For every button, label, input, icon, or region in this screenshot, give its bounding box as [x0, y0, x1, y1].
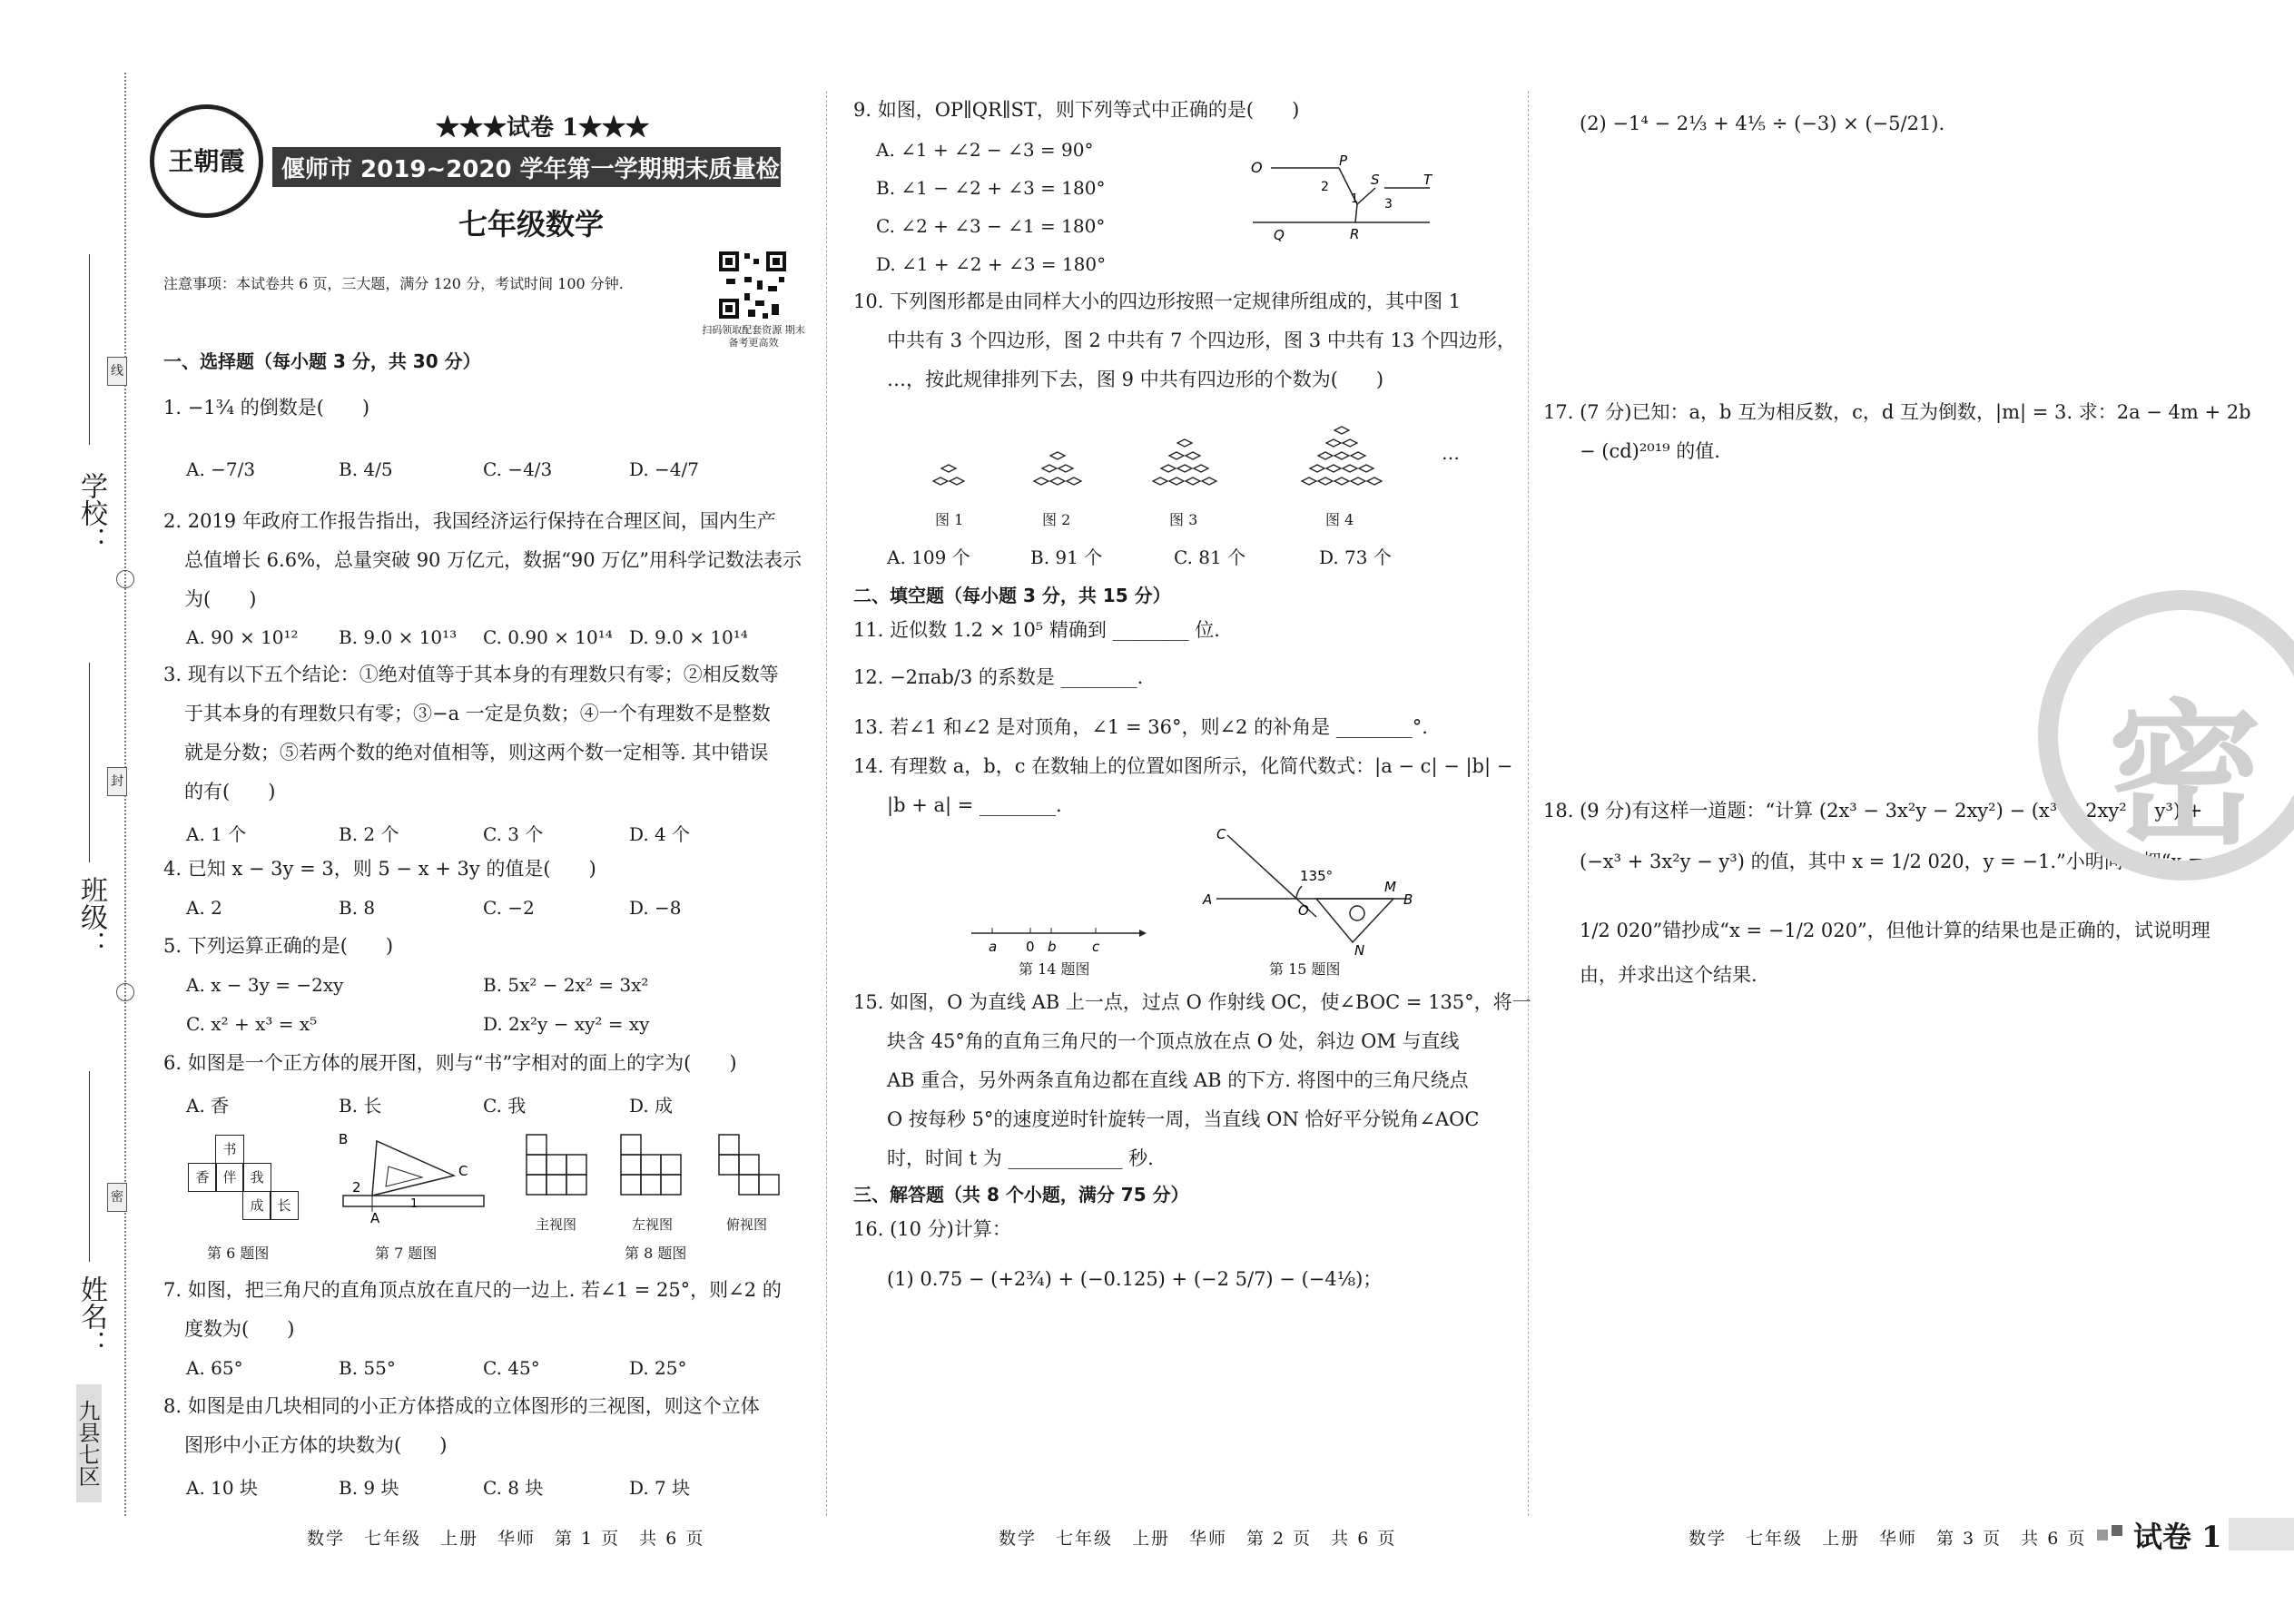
q8-option[interactable]: D. 7 块: [629, 1477, 691, 1499]
q1-option[interactable]: B. 4/5: [339, 458, 393, 480]
svg-text:P: P: [1339, 153, 1348, 169]
q10-line: 10. 下列图形都是由同样大小的四边形按照一定规律所组成的，其中图 1: [853, 290, 1462, 312]
class-label: 班级：: [75, 876, 107, 958]
svg-text:c: c: [1092, 939, 1100, 955]
binding-hole-icon: [116, 983, 134, 1001]
q16: 16. (10 分)计算：: [853, 1218, 1011, 1240]
q16-part2: (2) −1⁴ − 2⅓ + 4⅕ ÷ (−3) × (−5/21).: [1580, 113, 1945, 134]
q10-line: …，按此规律排列下去，图 9 中共有四边形的个数为( ): [887, 369, 1384, 390]
q9-option[interactable]: C. ∠2 + ∠3 − ∠1 = 180°: [876, 215, 1106, 237]
svg-text:1: 1: [410, 1197, 418, 1211]
quadrilateral-mark: [1153, 477, 1167, 485]
q3-line: 3. 现有以下五个结论：①绝对值等于其本身的有理数只有零；②相反数等: [163, 664, 779, 685]
svg-text:3: 3: [1384, 197, 1393, 212]
q3-option[interactable]: B. 2 个: [339, 823, 399, 845]
decor-square: [2097, 1530, 2108, 1540]
q6-option[interactable]: A. 香: [186, 1095, 230, 1117]
q6-option[interactable]: B. 长: [339, 1095, 382, 1117]
column-divider: [826, 91, 827, 1516]
svg-text:0: 0: [1026, 939, 1035, 955]
decor-square: [2112, 1525, 2122, 1536]
q17-line: 17. (7 分)已知：a，b 互为相反数，c，d 互为倒数，|m| = 3. 求：2a − 4m + 2b: [1543, 401, 2251, 423]
svg-text:R: R: [1350, 226, 1360, 242]
pattern-ellipsis: …: [1442, 442, 1460, 464]
q17-line: − (cd)²⁰¹⁹ 的值.: [1580, 440, 1720, 462]
q2-option[interactable]: A. 90 × 10¹²: [186, 626, 299, 648]
quadrilateral-mark: [1334, 427, 1349, 434]
q1: 1. −1¾ 的倒数是( ): [163, 397, 370, 418]
quadrilateral-mark: [1326, 439, 1341, 447]
quadrilateral-mark: [1310, 465, 1324, 472]
region-tag: 九县七区: [76, 1384, 102, 1502]
net-cell: 成: [242, 1191, 271, 1220]
q10-option[interactable]: C. 81 个: [1174, 546, 1246, 568]
figure-caption: 第 14 题图: [1019, 960, 1090, 978]
angle-triangle-figure: [1189, 826, 1434, 958]
q3-option[interactable]: C. 3 个: [483, 823, 544, 845]
q18-line: 由，并求出这个结果.: [1580, 964, 1757, 986]
view-label: 俯视图: [726, 1216, 768, 1233]
qr-code-icon[interactable]: [717, 250, 788, 320]
q10-line: 中共有 3 个四边形，图 2 中共有 7 个四边形，图 3 中共有 13 个四边形，: [887, 330, 1516, 351]
q2-option[interactable]: D. 9.0 × 10¹⁴: [629, 626, 748, 648]
quadrilateral-mark: [1042, 465, 1057, 472]
quadrilateral-mark: [1334, 477, 1349, 485]
net-cell: 我: [242, 1163, 271, 1192]
quadrilateral-mark: [1351, 477, 1365, 485]
q3-line: 的有( ): [184, 781, 276, 802]
qr-caption: 扫码领取配套资源 期末备考更高效: [702, 324, 805, 349]
net-cell: 香: [188, 1163, 217, 1192]
q7-option[interactable]: B. 55°: [339, 1357, 396, 1379]
quadrilateral-mark: [1326, 465, 1341, 472]
q6-option[interactable]: D. 成: [629, 1095, 674, 1117]
quadrilateral-mark: [1169, 452, 1184, 459]
confidential-stamp: [2038, 590, 2294, 881]
cube-net-figure: [179, 1135, 324, 1235]
q8-option[interactable]: A. 10 块: [186, 1477, 258, 1499]
q9-option[interactable]: A. ∠1 + ∠2 − ∠3 = 90°: [876, 139, 1094, 161]
footer-bar: [2229, 1518, 2294, 1550]
school-label: 学校：: [75, 472, 107, 554]
q4-option[interactable]: C. −2: [483, 897, 535, 919]
q5-option[interactable]: C. x² + x³ = x⁵: [186, 1013, 318, 1035]
q8-line: 8. 如图是由几块相同的小正方体搭成的立体图形的三视图，则这个立体: [163, 1395, 760, 1417]
q3-line: 就是分数；⑤若两个数的绝对值相等，则这两个数一定相等. 其中错误: [184, 742, 769, 763]
svg-text:A: A: [370, 1210, 380, 1225]
figure-caption: 图 3: [1169, 511, 1198, 528]
q6: 6. 如图是一个正方体的展开图，则与“书”字相对的面上的字为( ): [163, 1052, 737, 1074]
q10-option[interactable]: B. 91 个: [1030, 546, 1103, 568]
svg-text:2: 2: [1321, 180, 1329, 194]
q4-option[interactable]: A. 2: [186, 897, 222, 919]
name-blank: [89, 1071, 90, 1262]
q2-line: 2. 2019 年政府工作报告指出，我国经济运行保持在合理区间，国内生产: [163, 510, 776, 532]
q2-line: 总值增长 6.6%，总量突破 90 万亿元，数据“90 万亿”用科学记数法表示: [184, 549, 802, 571]
svg-text:a: a: [989, 939, 998, 955]
q5-option[interactable]: B. 5x² − 2x² = 3x²: [483, 974, 649, 996]
paper-tag-footer: 试卷 1: [2133, 1520, 2222, 1554]
subject-title: 七年级数学: [458, 207, 605, 241]
svg-text:T: T: [1423, 172, 1433, 188]
logo-text: 王朝霞: [168, 146, 245, 176]
q18-line: 18. (9 分)有这样一道题：“计算 (2x³ − 3x²y − 2xy²) − (x³ − 2xy² + y³) +: [1543, 800, 2203, 822]
section-3-title: 三、解答题（共 8 个小题，满分 75 分）: [853, 1184, 1189, 1206]
name-label: 姓名：: [75, 1275, 107, 1357]
svg-text:O: O: [1298, 902, 1309, 919]
school-blank: [89, 254, 90, 445]
q2-option[interactable]: B. 9.0 × 10¹³: [339, 626, 458, 648]
exam-title: 偃师市 2019~2020 学年第一学期期末质量检测试卷: [281, 156, 851, 183]
page-footer: 数学 七年级 上册 华师 第 2 页 共 6 页: [999, 1529, 1397, 1549]
svg-text:b: b: [1048, 939, 1057, 955]
column-divider: [1528, 91, 1529, 1516]
q4: 4. 已知 x − 3y = 3，则 5 − x + 3y 的值是( ): [163, 858, 596, 880]
svg-text:B: B: [339, 1131, 349, 1147]
q5-option[interactable]: D. 2x²y − xy² = xy: [483, 1013, 650, 1035]
q8-option[interactable]: B. 9 块: [339, 1477, 399, 1499]
q4-option[interactable]: D. −8: [629, 897, 682, 919]
paper-tag: ★★★试卷 1★★★: [436, 114, 650, 142]
notice-text: 注意事项：本试卷共 6 页，三大题，满分 120 分，考试时间 100 分钟.: [163, 275, 624, 292]
q7-option[interactable]: D. 25°: [629, 1357, 687, 1379]
q15-line: 块含 45°角的直角三角尺的一个顶点放在点 O 处，斜边 OM 与直线: [887, 1030, 1460, 1052]
quadrilateral-mark: [1034, 477, 1049, 485]
quadrilateral-mark: [950, 477, 964, 485]
svg-text:Q: Q: [1274, 227, 1285, 243]
svg-text:M: M: [1384, 879, 1396, 895]
view-label: 左视图: [632, 1216, 674, 1233]
quadrilateral-mark: [1359, 465, 1373, 472]
figure-caption: 第 7 题图: [375, 1245, 438, 1262]
quadrilateral-mark: [1194, 465, 1208, 472]
q14-line: 14. 有理数 a，b，c 在数轴上的位置如图所示，化简代数式：|a − c| − |b| −: [853, 755, 1513, 777]
q1-option[interactable]: A. −7/3: [186, 458, 256, 480]
quadrilateral-mark: [1186, 452, 1200, 459]
q7-option[interactable]: C. 45°: [483, 1357, 540, 1379]
quadrilateral-mark: [1161, 465, 1176, 472]
seal-mark-line: 线: [107, 357, 127, 386]
quadrilateral-mark: [1186, 477, 1200, 485]
quadrilateral-mark: [1050, 452, 1065, 459]
svg-text:B: B: [1403, 891, 1413, 908]
quadrilateral-mark: [1050, 477, 1065, 485]
quadrilateral-mark: [941, 465, 956, 472]
q9: 9. 如图，OP∥QR∥ST，则下列等式中正确的是( ): [853, 99, 1300, 121]
q8-option[interactable]: C. 8 块: [483, 1477, 544, 1499]
quadrilateral-mark: [1177, 465, 1192, 472]
view-label: 主视图: [536, 1216, 577, 1233]
q4-option[interactable]: B. 8: [339, 897, 376, 919]
q1-option[interactable]: D. −4/7: [629, 458, 699, 480]
q3-line: 于其本身的有理数只有零；③−a 一定是负数；④一个有理数不是整数: [184, 703, 771, 724]
section-2-title: 二、填空题（每小题 3 分，共 15 分）: [853, 585, 1171, 606]
q10-option[interactable]: A. 109 个: [887, 546, 970, 568]
quadrilateral-pattern-figure: [908, 399, 1489, 504]
figure-caption: 图 1: [935, 511, 964, 528]
svg-text:1: 1: [1351, 192, 1359, 206]
svg-text:N: N: [1354, 942, 1365, 958]
seal-mark-mi: 密: [107, 1183, 127, 1212]
quadrilateral-mark: [1343, 465, 1357, 472]
quadrilateral-mark: [1367, 477, 1382, 485]
quadrilateral-mark: [1067, 477, 1081, 485]
q5-option[interactable]: A. x − 3y = −2xy: [186, 974, 344, 996]
net-cell: 长: [270, 1191, 299, 1220]
quadrilateral-mark: [1343, 439, 1357, 447]
q1-option[interactable]: C. −4/3: [483, 458, 553, 480]
quadrilateral-mark: [933, 477, 948, 485]
svg-text:O: O: [1251, 159, 1263, 176]
page-footer: 数学 七年级 上册 华师 第 1 页 共 6 页: [307, 1529, 705, 1549]
svg-text:135°: 135°: [1300, 868, 1334, 884]
q14-line: |b + a| = ________.: [887, 794, 1062, 816]
stamp-char: 密: [2108, 686, 2263, 866]
q16-part1: (1) 0.75 − (+2¾) + (−0.125) + (−2 5/7) − (−4⅛)；: [887, 1268, 1383, 1290]
q6-option[interactable]: C. 我: [483, 1095, 527, 1117]
q15-line: 15. 如图，O 为直线 AB 上一点，过点 O 作射线 OC，使∠BOC = 135°，将一: [853, 991, 1531, 1013]
figure-caption: 图 4: [1325, 511, 1354, 528]
quadrilateral-mark: [1169, 477, 1184, 485]
q7-line: 度数为( ): [184, 1318, 295, 1340]
q18-line: 1/2 020”错抄成“x = −1/2 020”，但他计算的结果也是正确的，试说明理: [1580, 920, 2210, 941]
q7-line: 7. 如图，把三角尺的直角顶点放在直尺的一边上. 若∠1 = 25°，则∠2 的: [163, 1279, 782, 1301]
net-cell: 伴: [215, 1163, 244, 1192]
figure-caption: 第 6 题图: [207, 1245, 270, 1262]
figure-caption: 第 8 题图: [625, 1245, 687, 1262]
section-1-title: 一、选择题（每小题 3 分，共 30 分）: [163, 350, 481, 372]
svg-text:C: C: [458, 1163, 468, 1179]
q9-option[interactable]: B. ∠1 − ∠2 + ∠3 = 180°: [876, 177, 1106, 199]
q13: 13. 若∠1 和∠2 是对顶角，∠1 = 36°，则∠2 的补角是 ________°.: [853, 716, 1428, 738]
svg-text:S: S: [1371, 172, 1380, 188]
q3-option[interactable]: D. 4 个: [629, 823, 691, 845]
page-footer: 数学 七年级 上册 华师 第 3 页 共 6 页: [1689, 1529, 2087, 1549]
svg-text:2: 2: [352, 1179, 361, 1196]
seal-mark-feng: 封: [107, 767, 127, 796]
quadrilateral-mark: [1318, 452, 1333, 459]
q8-line: 图形中小正方体的块数为( ): [184, 1434, 448, 1456]
quadrilateral-mark: [1302, 477, 1316, 485]
quadrilateral-mark: [1202, 477, 1216, 485]
number-line-figure: [967, 917, 1148, 958]
binding-hole-icon: [116, 570, 134, 588]
q15-line: 时，时间 t 为 ____________ 秒.: [887, 1147, 1154, 1169]
q9-option[interactable]: D. ∠1 + ∠2 + ∠3 = 180°: [876, 253, 1107, 275]
svg-text:A: A: [1203, 891, 1213, 908]
quadrilateral-mark: [1058, 465, 1073, 472]
q12: 12. −2πab/3 的系数是 ________.: [853, 666, 1144, 688]
q3-option[interactable]: A. 1 个: [186, 823, 247, 845]
q18-line: (−x³ + 3x²y − y³) 的值，其中 x = 1/2 020，y = −1.”小明同学把“x =: [1580, 851, 2204, 872]
quadrilateral-mark: [1351, 452, 1365, 459]
q5: 5. 下列运算正确的是( ): [163, 935, 394, 957]
q11: 11. 近似数 1.2 × 10⁵ 精确到 ________ 位.: [853, 619, 1220, 641]
figure-caption: 图 2: [1042, 511, 1071, 528]
svg-text:C: C: [1216, 826, 1226, 842]
class-blank: [89, 663, 90, 862]
triangle-ruler-figure: [336, 1130, 490, 1225]
quadrilateral-mark: [1318, 477, 1333, 485]
net-cell: 书: [215, 1135, 244, 1164]
q15-line: AB 重合，另外两条直角边都在直线 AB 的下方. 将图中的三角尺绕点: [887, 1069, 1469, 1091]
figure-caption: 第 15 题图: [1269, 960, 1341, 978]
q7-option[interactable]: A. 65°: [186, 1357, 243, 1379]
publisher-logo: [150, 104, 263, 218]
q2-line: 为( ): [184, 588, 257, 610]
q15-line: O 按每秒 5°的速度逆时针旋转一周，当直线 ON 恰好平分锐角∠AOC: [887, 1108, 1480, 1130]
q10-option[interactable]: D. 73 个: [1319, 546, 1392, 568]
parallel-lines-figure: [1248, 150, 1439, 245]
quadrilateral-mark: [1177, 439, 1192, 447]
quadrilateral-mark: [1334, 452, 1349, 459]
q2-option[interactable]: C. 0.90 × 10¹⁴: [483, 626, 613, 648]
